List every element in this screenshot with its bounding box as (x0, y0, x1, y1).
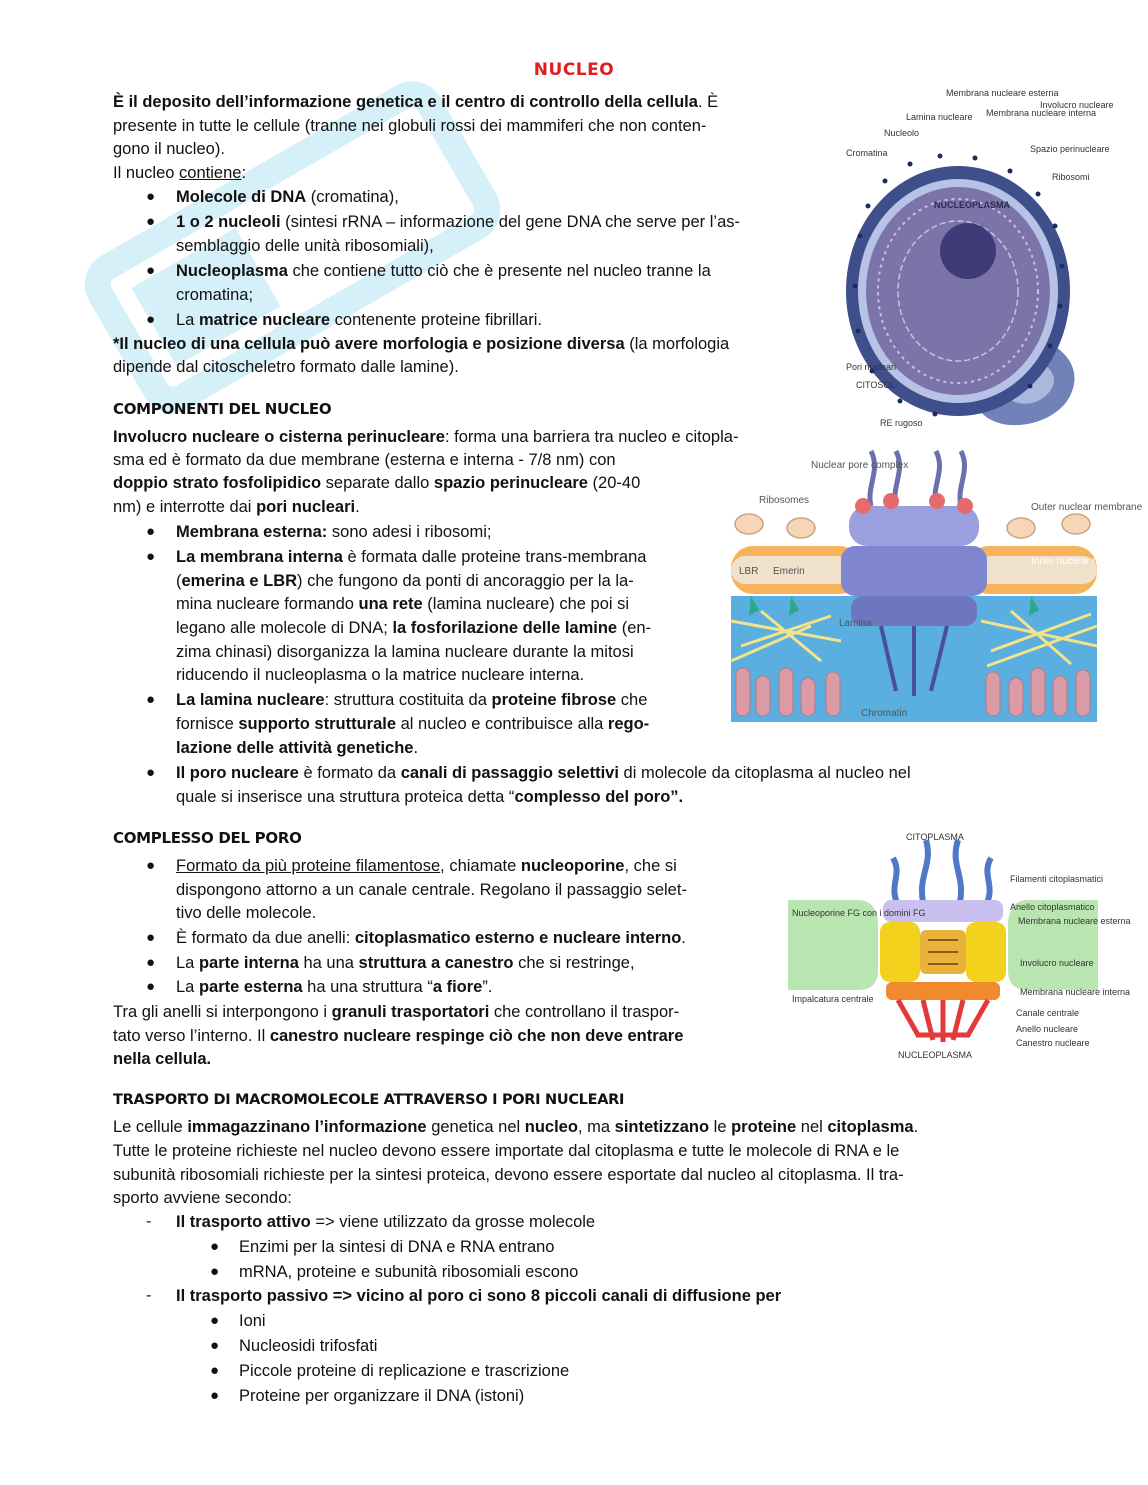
intro-line: presente in tutte le cellule (tranne nei globuli rossi dei mammiferi che non conten- (113, 117, 707, 135)
fig3-label: Involucro nucleare (1020, 958, 1094, 968)
fig3-label: CITOPLASMA (906, 832, 964, 842)
fig3-label: Canale centrale (1016, 1008, 1080, 1018)
fig1-label: Membrana nucleare esterna (946, 88, 1059, 98)
bullet-icon: ● (146, 978, 156, 995)
fig1-label: Cromatina (846, 148, 888, 158)
list-item-cont: tivo delle molecole. (176, 904, 317, 922)
fig3-label: NUCLEOPLASMA (898, 1050, 973, 1060)
sub-list-item: Nucleosidi trifosfati (239, 1337, 378, 1355)
list-item: La matrice nucleare contenente proteine fibrillari. (176, 311, 542, 329)
fig1-label: CITOSOL (856, 380, 896, 390)
para-line: Le cellule immagazzinano l’informazione genetica nel nucleo, ma sintetizzano le proteine nel citoplasma. (113, 1118, 919, 1136)
list-item: Nucleoplasma che contiene tutto ciò che è presente nel nucleo tranne la (176, 262, 711, 280)
list-item-cont: riducendo il nucleoplasma o la matrice nucleare interna. (176, 666, 585, 684)
bullet-icon: ● (146, 548, 156, 565)
para-line: doppio strato fosfolipidico separate dallo spazio perinucleare (20-40 (113, 474, 641, 492)
nuclear-ring (886, 982, 1000, 1000)
fig1-label: Membrana nucleare interna (986, 108, 1097, 118)
sub-list-item: mRNA, proteine e subunità ribosomiali escono (239, 1263, 579, 1281)
fig3-label: Anello citoplasmatico (1010, 902, 1095, 912)
bullet-icon: ● (210, 1387, 220, 1404)
pore-spoke-ring (841, 546, 987, 596)
bullet-icon: ● (146, 691, 156, 708)
fig2-label: Lamina (839, 618, 872, 629)
list-item: Formato da più proteine filamentose, chiamate nucleoporine, che si (176, 857, 677, 875)
para-line: subunità ribosomiali richieste per la sintesi proteica, devono essere esportate dal nucleo al citoplasma. Il tra- (113, 1166, 904, 1184)
para-line: nella cellula. (113, 1050, 212, 1068)
bullet-icon: ● (146, 857, 156, 874)
bullet-icon: ● (146, 764, 156, 781)
bullet-icon: ● (210, 1238, 220, 1255)
fig1-label: Spazio perinucleare (1030, 144, 1110, 154)
fig2-label: LBR (739, 566, 759, 577)
list-item: Il poro nucleare è formato da canali di passaggio selettivi di molecole da citoplasma al nucleo nel (176, 764, 911, 782)
list-item-cont: cromatina; (176, 286, 254, 304)
bullet-icon: ● (146, 523, 156, 540)
membrane-right (1008, 900, 1098, 990)
fig2-label: Nuclear pore complex (811, 460, 909, 471)
intro-line: gono il nucleo). (113, 140, 225, 158)
fig2-label: Inner nuclear membrane (1031, 556, 1140, 567)
para-line: tato verso l’interno. Il canestro nucleare respinge ciò che non deve entrare (113, 1027, 684, 1045)
bullet-icon: ● (210, 1337, 220, 1354)
fig3-label: Membrana nucleare interna (1020, 987, 1131, 997)
list-item-cont: semblaggio delle unità ribosomiali), (176, 237, 434, 255)
list-item: Molecole di DNA (cromatina), (176, 188, 399, 206)
nuclear-envelope-diagram (731, 446, 1143, 722)
fig2-label: Emerin (773, 566, 805, 577)
list-item-cont: quale si inserisce una struttura proteica detta “complesso del poro”. (176, 788, 684, 806)
note-line: *Il nucleo di una cellula può avere morfologia e posizione diversa (la morfologia (113, 335, 730, 353)
fig3-label: Canestro nucleare (1016, 1038, 1090, 1048)
nucleus-diagram (840, 86, 1114, 442)
fig1-label: RE rugoso (880, 418, 923, 428)
sub-list-item: Proteine per organizzare il DNA (istoni) (239, 1387, 525, 1405)
bullet-icon: ● (210, 1263, 220, 1280)
dash-bullet: - (146, 1213, 152, 1230)
fig3-label: Membrana nucleare esterna (1018, 916, 1131, 926)
note-line: dipende dal citoscheletro formato dalle lamine). (113, 358, 459, 376)
list-item: Membrana esterna: sono adesi i ribosomi; (176, 523, 492, 541)
intro-line: Il nucleo contiene: (113, 164, 247, 182)
para-line: sporto avviene secondo: (113, 1189, 292, 1207)
bullet-icon: ● (146, 188, 156, 205)
bullet-icon: ● (146, 954, 156, 971)
section-heading-componenti: COMPONENTI DEL NUCLEO (113, 400, 332, 418)
sub-list-item: Ioni (239, 1312, 266, 1330)
intro-line: È il deposito dell’informazione genetica e il centro di controllo della cellula. È (113, 93, 719, 111)
sub-list-item: Enzimi per la sintesi di DNA e RNA entrano (239, 1238, 555, 1256)
bullet-icon: ● (210, 1362, 220, 1379)
list-item-cont: dispongono attorno a un canale centrale. Regolano il passaggio selet- (176, 881, 687, 899)
list-item-cont: fornisce supporto strutturale al nucleo e contribuisce alla rego- (176, 715, 650, 733)
list-item: È formato da due anelli: citoplasmatico esterno e nucleare interno. (176, 929, 686, 947)
section-heading-trasporto: TRASPORTO DI MACROMOLECOLE ATTRAVERSO I PORI NUCLEARI (113, 1092, 625, 1108)
para-line: Tutte le proteine richieste nel nucleo devono essere importate dal citoplasma e tutte le molecole di RNA e le (113, 1142, 900, 1160)
list-item-cont: zima chinasi) disorganizza la lamina nucleare durante la mitosi (176, 643, 634, 661)
para-line: Involucro nucleare o cisterna perinucleare: forma una barriera tra nucleo e citopla- (113, 428, 739, 446)
para-line: sma ed è formato da due membrane (esterna e interna - 7/8 nm) con (113, 451, 616, 469)
para-line: nm) e interrotte dai pori nucleari. (113, 498, 360, 516)
list-item: Il trasporto attivo => viene utilizzato da grosse molecole (176, 1213, 596, 1231)
pore-cytoplasmic-ring (849, 506, 979, 546)
fig2-label: Ribosomes (759, 495, 810, 506)
fig1-label: Lamina nucleare (906, 112, 973, 122)
bullet-icon: ● (146, 311, 156, 328)
spoke-left (880, 922, 920, 982)
nucleolus (940, 223, 996, 279)
pore-complex-diagram (788, 830, 1131, 1062)
list-item-cont: legano alle molecole di DNA; la fosforilazione delle lamine (en- (176, 619, 652, 637)
bullet-icon: ● (146, 929, 156, 946)
bullet-icon: ● (146, 262, 156, 279)
list-item: La membrana interna è formata dalle proteine trans-membrana (176, 548, 647, 566)
sub-list-item: Piccole proteine di replicazione e trascrizione (239, 1362, 570, 1380)
fig1-label: Ribosomi (1052, 172, 1090, 182)
fig1-label: Involucro nucleare (1040, 100, 1114, 110)
fig3-label: Filamenti citoplasmatici (1010, 874, 1104, 884)
fig1-label: NUCLEOPLASMA (934, 200, 1010, 210)
section-heading-complesso: COMPLESSO DEL PORO (113, 829, 302, 847)
fig3-label: Nucleoporine FG con i domini FG (792, 908, 926, 918)
list-item-cont: (emerina e LBR) che fungono da ponti di ancoraggio per la la- (176, 572, 634, 590)
dash-bullet: - (146, 1287, 152, 1304)
list-item: La parte esterna ha una struttura “a fiore”. (176, 978, 493, 996)
list-item: Il trasporto passivo => vicino al poro ci sono 8 piccoli canali di diffusione per (176, 1287, 782, 1305)
fig2-label: Chromatin (861, 708, 908, 719)
list-item: La parte interna ha una struttura a canestro che si restringe, (176, 954, 635, 972)
fig2-label: Outer nuclear membrane (1031, 502, 1143, 513)
list-item-cont: mina nucleare formando una rete (lamina nucleare) che poi si (176, 595, 630, 613)
list-item: 1 o 2 nucleoli (sintesi rRNA – informazione del gene DNA che serve per l’as- (176, 213, 740, 231)
fig3-label: Impalcatura centrale (792, 994, 874, 1004)
bullet-icon: ● (146, 213, 156, 230)
list-item-cont: lazione delle attività genetiche. (176, 739, 419, 757)
spoke-right (966, 922, 1006, 982)
list-item: La lamina nucleare: struttura costituita da proteine fibrose che (176, 691, 648, 709)
bullet-icon: ● (210, 1312, 220, 1329)
fig3-label: Anello nucleare (1016, 1024, 1079, 1034)
para-line: Tra gli anelli si interpongono i granuli trasportatori che controllano il traspor- (113, 1003, 680, 1021)
fig1-label: Nucleolo (884, 128, 920, 138)
fig1-label: Pori nucleari (846, 362, 897, 372)
page-title: NUCLEO (533, 60, 615, 80)
